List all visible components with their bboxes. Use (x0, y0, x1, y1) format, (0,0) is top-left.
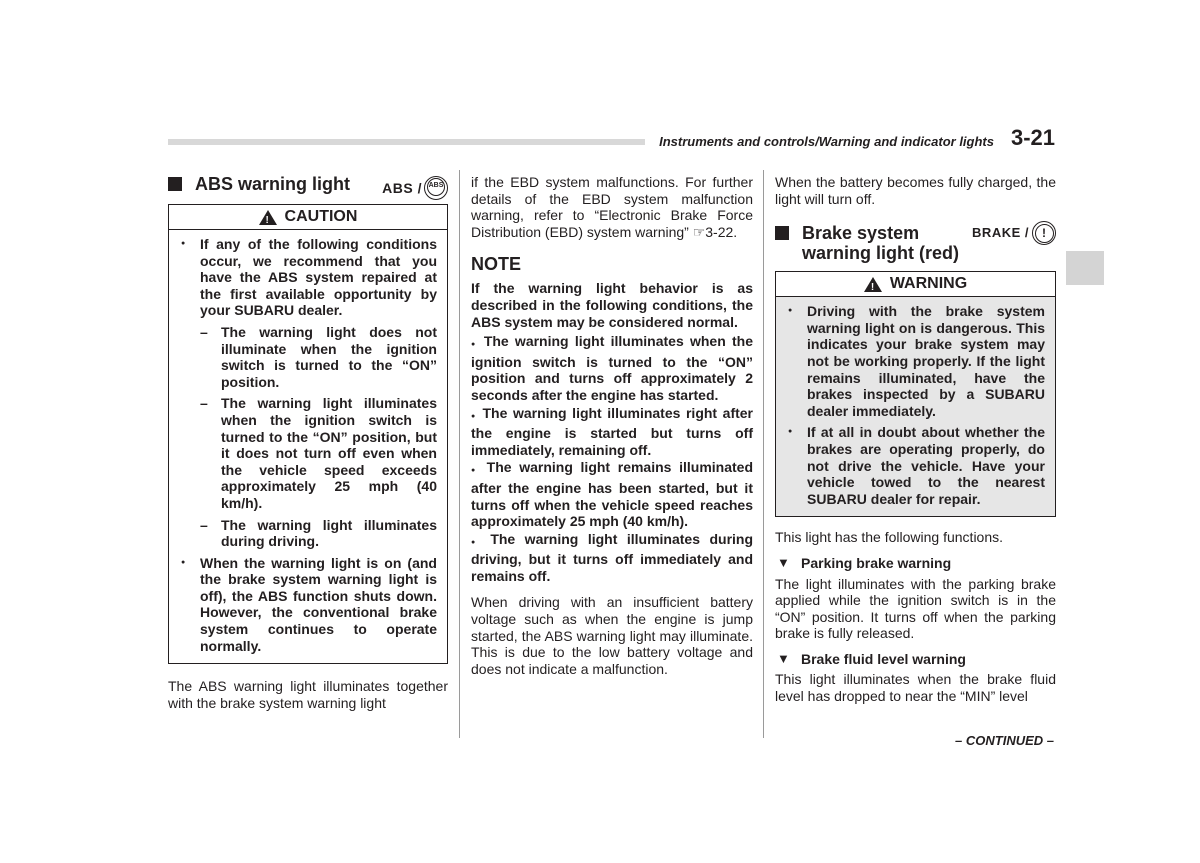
caution-item: ● When the warning light is on (and the brake system warning light is off), the ABS function shuts down. However, the conventional brake system continues to operate normally. (181, 554, 437, 654)
note-item: ● The warning light illuminates right after the engine is started but turns off immediately, remaining off. (471, 404, 753, 458)
warning-box-body (776, 297, 1055, 516)
down-triangle-icon: ▼ (777, 554, 790, 570)
warning-box-header (776, 272, 1055, 297)
ebd-paragraph: if the EBD system malfunctions. For further details of the EBD system malfunction warning, refer to “Electronic Brake Force Distribution (EBD) system warning” ☞3-22. (471, 174, 753, 240)
note-item: ● The warning light illuminates during driving, but it turns off immediately and remains off. (471, 530, 754, 584)
abs-paragraph: The ABS warning light illuminates together with the brake system warning light (168, 678, 448, 711)
battery-paragraph-continued: When the battery becomes fully charged, the light will turn off. (775, 174, 1056, 207)
parking-brake-subheading: ▼ Parking brake warning (777, 554, 952, 571)
warning-triangle-icon: ! (259, 210, 277, 225)
note-intro: If the warning light behavior is as described in the following conditions, the ABS system may be considered normal. (471, 280, 753, 330)
brake-fluid-text: This light illuminates when the brake fluid level has dropped to near the “MIN” level (775, 671, 1056, 705)
abs-symbol-text: ABS / (382, 180, 422, 196)
column-3 (775, 174, 1056, 705)
caution-label: CAUTION (284, 207, 358, 225)
exclamation-circle-icon: ! (1032, 221, 1056, 245)
parking-brake-text: The light illuminates with the parking brake applied while the ignition switch is in the “ON” position. It turns off when the parking brake is fully released. (775, 575, 1056, 642)
section-square-icon (168, 177, 182, 191)
section-square-icon (775, 226, 789, 240)
chapter-tab (1066, 251, 1104, 285)
note-item: ● The warning light illuminates when the ignition switch is turned to the “ON” position and turns off approximately 2 seconds after the engine has started. (471, 333, 753, 403)
abs-warning-symbol (382, 176, 448, 200)
warning-box (775, 271, 1056, 517)
brake-section-heading (775, 223, 1056, 265)
continued-label: – CONTINUED – (955, 733, 1054, 748)
abs-circle-icon: ABS (424, 176, 448, 200)
functions-intro: This light has the following functions. (775, 529, 1004, 546)
caution-item: ● If any of the following conditions occur, we recommend that you have the ABS system repaired at the first available opportunity by your SUBARU dealer. (181, 236, 437, 319)
column-divider-2 (763, 170, 764, 738)
down-triangle-icon: ▼ (777, 650, 790, 666)
caution-subitem: – The warning light illuminates during driving. (200, 516, 437, 550)
brake-warning-symbol (972, 221, 1056, 245)
note-heading: NOTE (471, 254, 522, 275)
warning-item: ● Driving with the brake system warning light on is dangerous. This indicates your brake system may not be working properly. If the light remains illuminated, have the brakes inspected by a SUBARU dealer immediately. (788, 303, 1045, 419)
brake-fluid-subheading: ▼ Brake fluid level warning (777, 650, 966, 667)
caution-box-header (169, 205, 447, 230)
header-rule (168, 139, 645, 145)
caution-subitem: – The warning light does not illuminate when the ignition switch is turned to the “ON” position. (200, 323, 437, 390)
abs-heading-text: ABS warning light (195, 174, 350, 194)
note-item: ● The warning light remains illuminated after the engine has been started, but it turns off when the vehicle speed reaches approximately 25 mph (40 km/h). (471, 459, 753, 530)
running-header-title: Instruments and controls/Warning and indicator lights (659, 134, 994, 149)
column-divider-1 (459, 170, 460, 738)
caution-box-body (169, 230, 447, 663)
caution-subitem: – The warning light illuminates when the ignition switch is turned to the “ON” position, but it does not turn off even when the vehicle speed exceeds approximately 25 mph (40 km/h). (200, 395, 437, 511)
caution-box (168, 204, 448, 664)
warning-label: WARNING (889, 274, 968, 292)
warning-item: ● If at all in doubt about whether the brakes are operating properly, do not drive the vehicle. Have your vehicle towed to the nearest SUBARU dealer for repair. (788, 424, 1045, 507)
warning-triangle-icon: ! (864, 277, 882, 292)
brake-symbol-text: BRAKE / (972, 225, 1029, 241)
battery-paragraph: When driving with an insufficient battery voltage such as when the engine is jump started, the ABS warning light may illuminate. This is due to the low battery voltage and does not indicate a malfunction. (471, 594, 753, 677)
column-1 (168, 174, 448, 711)
column-2 (471, 174, 753, 677)
brake-heading-text: Brake system warning light (red) (802, 223, 959, 264)
abs-section-heading (168, 174, 448, 200)
page-number: 3-21 (1011, 125, 1056, 150)
